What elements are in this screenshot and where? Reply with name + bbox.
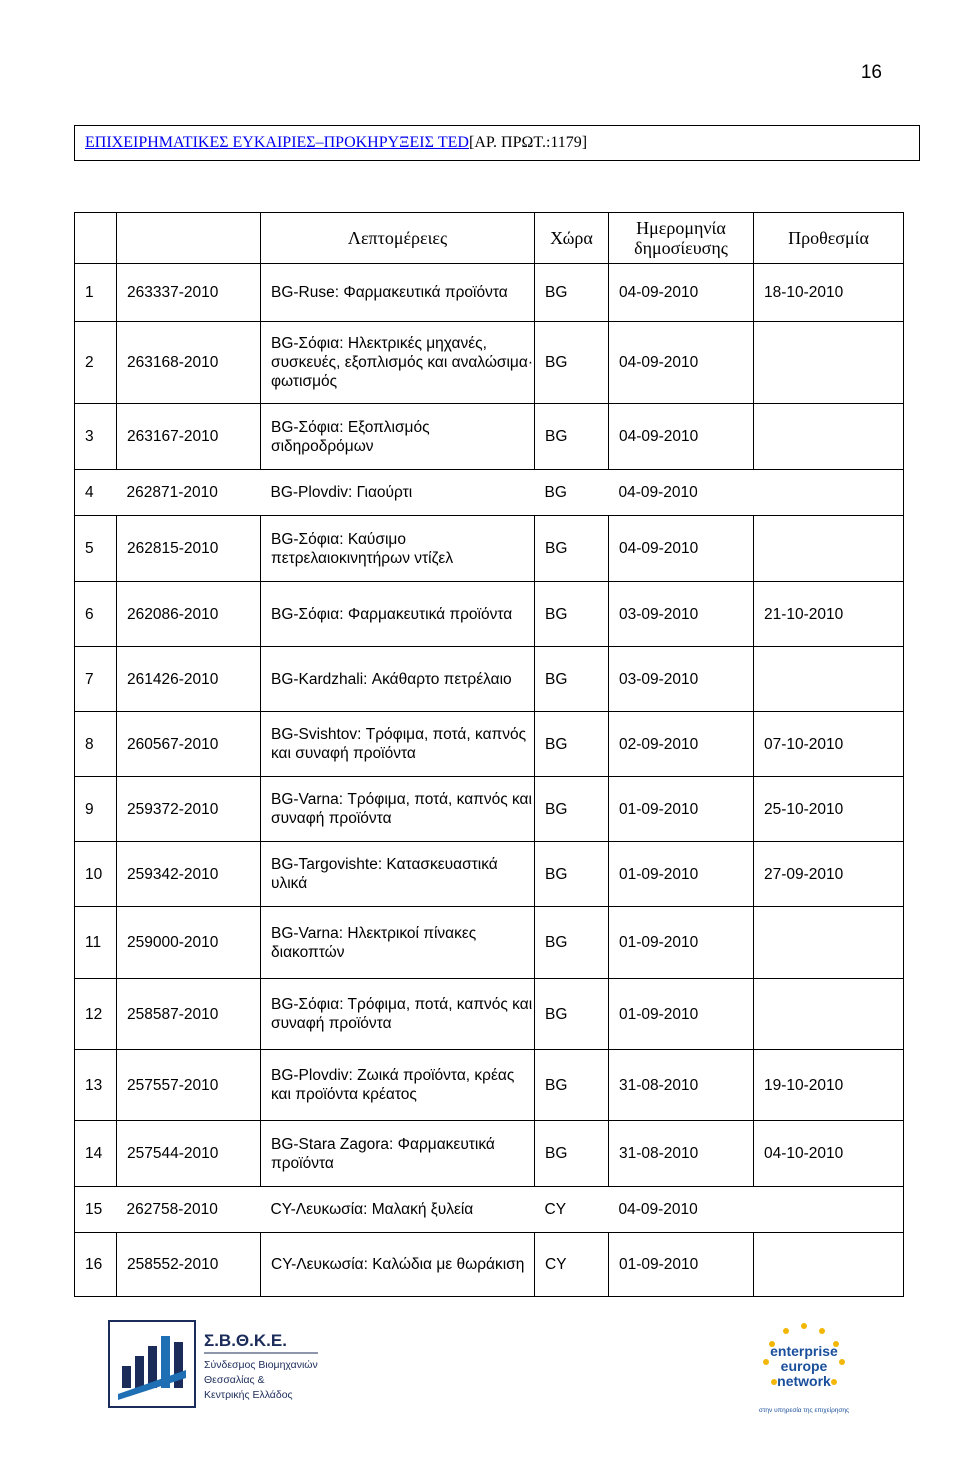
een-line2: europe: [780, 1358, 828, 1374]
row-deadline: [754, 1187, 904, 1233]
row-id: 259372-2010: [117, 777, 261, 842]
sbtke-line2: Θεσσαλίας &: [204, 1374, 265, 1386]
row-country: BG: [535, 777, 609, 842]
row-id: 261426-2010: [117, 647, 261, 712]
row-date: 31-08-2010: [609, 1050, 754, 1121]
row-desc: BG-Plovdiv: Ζωικά προϊόντα, κρέας και προϊόντα κρέατος: [261, 1050, 535, 1121]
row-id: 262086-2010: [117, 582, 261, 647]
row-desc: BG-Ruse: Φαρμακευτικά προϊόντα: [261, 264, 535, 322]
row-date: 31-08-2010: [609, 1121, 754, 1187]
table-row: [75, 322, 904, 404]
row-deadline: 18-10-2010: [754, 264, 904, 322]
row-id: 262758-2010: [117, 1187, 261, 1233]
table-row: [75, 1050, 904, 1121]
row-num: 2: [75, 322, 117, 404]
table-row: [75, 470, 904, 516]
table-row: [75, 842, 904, 907]
row-id: 258587-2010: [117, 979, 261, 1050]
header-details: Λεπτομέρειες: [261, 213, 535, 264]
row-id: 260567-2010: [117, 712, 261, 777]
tenders-table: [74, 212, 904, 1297]
row-date: 01-09-2010: [609, 842, 754, 907]
row-id: 257557-2010: [117, 1050, 261, 1121]
row-num: 7: [75, 647, 117, 712]
row-desc: BG-Varna: Τρόφιμα, ποτά, καπνός και συναφή προϊόντα: [261, 777, 535, 842]
row-desc: BG-Σόφια: Ηλεκτρικές μηχανές, συσκευές, εξοπλισμός και αναλώσιμα· φωτισμός: [261, 322, 535, 404]
row-date: 04-09-2010: [609, 264, 754, 322]
row-deadline: [754, 516, 904, 582]
table-row: [75, 647, 904, 712]
row-num: 10: [75, 842, 117, 907]
row-deadline: 07-10-2010: [754, 712, 904, 777]
row-deadline: 04-10-2010: [754, 1121, 904, 1187]
header-country: Χώρα: [535, 213, 609, 264]
row-desc: BG-Σόφια: Τρόφιμα, ποτά, καπνός και συναφή προϊόντα: [261, 979, 535, 1050]
row-desc: BG-Stara Zagora: Φαρμακευτικά προϊόντα: [261, 1121, 535, 1187]
row-date: 03-09-2010: [609, 582, 754, 647]
header-num: [75, 213, 117, 264]
row-country: BG: [535, 979, 609, 1050]
row-country: BG: [535, 712, 609, 777]
table-row: [75, 907, 904, 979]
row-deadline: 21-10-2010: [754, 582, 904, 647]
header-pub-date: Ημερομηνία δημοσίευσης: [609, 213, 754, 264]
row-id: 262871-2010: [117, 470, 261, 516]
sbtke-bar: [122, 1366, 131, 1388]
row-deadline: [754, 470, 904, 516]
row-num: 15: [75, 1187, 117, 1233]
sbtke-line1: Σύνδεσμος Βιομηχανιών: [204, 1359, 318, 1371]
row-country: CY: [535, 1233, 609, 1297]
een-line3: network: [777, 1373, 831, 1389]
sbtke-line3: Κεντρικής Ελλάδος: [204, 1389, 293, 1401]
row-country: BG: [535, 264, 609, 322]
row-country: BG: [535, 1050, 609, 1121]
row-date: 02-09-2010: [609, 712, 754, 777]
table-row: [75, 582, 904, 647]
row-date: 04-09-2010: [609, 1187, 754, 1233]
header-id: [117, 213, 261, 264]
row-country: BG: [535, 516, 609, 582]
table-row: [75, 1233, 904, 1297]
row-deadline: 25-10-2010: [754, 777, 904, 842]
row-deadline: [754, 1233, 904, 1297]
row-id: 262815-2010: [117, 516, 261, 582]
row-num: 4: [75, 470, 117, 516]
table-row: [75, 712, 904, 777]
row-date: 04-09-2010: [609, 404, 754, 470]
row-id: 259342-2010: [117, 842, 261, 907]
row-deadline: [754, 907, 904, 979]
row-date: 01-09-2010: [609, 1233, 754, 1297]
row-country: BG: [535, 842, 609, 907]
table-row: [75, 979, 904, 1050]
row-country: BG: [535, 322, 609, 404]
header-deadline: Προθεσμία: [754, 213, 904, 264]
row-num: 5: [75, 516, 117, 582]
row-id: 263337-2010: [117, 264, 261, 322]
row-desc: BG-Plovdiv: Γιαούρτι: [261, 470, 535, 516]
row-country: BG: [535, 1121, 609, 1187]
sbtke-logo: [108, 1320, 323, 1410]
row-num: 9: [75, 777, 117, 842]
row-num: 12: [75, 979, 117, 1050]
row-date: 04-09-2010: [609, 470, 754, 516]
page-number: 16: [860, 62, 882, 83]
row-num: 8: [75, 712, 117, 777]
row-country: BG: [535, 907, 609, 979]
sbtke-acronym: Σ.Β.Θ.Κ.Ε.: [204, 1331, 287, 1350]
row-desc: BG-Targovishte: Κατασκευαστικά υλικά: [261, 842, 535, 907]
row-id: 263167-2010: [117, 404, 261, 470]
row-country: BG: [535, 647, 609, 712]
title-reference: [ΑΡ. ΠΡΩΤ.:1179]: [468, 134, 588, 151]
table-row: [75, 1187, 904, 1233]
row-deadline: [754, 404, 904, 470]
row-date: 01-09-2010: [609, 907, 754, 979]
row-date: 04-09-2010: [609, 322, 754, 404]
row-deadline: [754, 647, 904, 712]
row-id: 258552-2010: [117, 1233, 261, 1297]
row-desc: BG-Svishtov: Τρόφιμα, ποτά, καπνός και συναφή προϊόντα: [261, 712, 535, 777]
row-date: 04-09-2010: [609, 516, 754, 582]
table-row: [75, 1121, 904, 1187]
row-id: 263168-2010: [117, 322, 261, 404]
row-id: 257544-2010: [117, 1121, 261, 1187]
table-row: [75, 264, 904, 322]
footer-logos: [0, 1310, 960, 1420]
row-country: BG: [535, 582, 609, 647]
row-country: CY: [535, 1187, 609, 1233]
row-deadline: 27-09-2010: [754, 842, 904, 907]
row-num: 3: [75, 404, 117, 470]
row-country: BG: [535, 470, 609, 516]
sbtke-bar: [135, 1356, 144, 1388]
row-num: 13: [75, 1050, 117, 1121]
row-desc: BG-Σόφια: Εξοπλισμός σιδηροδρόμων: [261, 404, 535, 470]
een-line1: enterprise: [770, 1343, 838, 1359]
table-row: [75, 404, 904, 470]
row-desc: BG-Kardzhali: Ακάθαρτο πετρέλαιο: [261, 647, 535, 712]
row-date: 01-09-2010: [609, 777, 754, 842]
table-row: [75, 777, 904, 842]
row-desc: CY-Λευκωσία: Μαλακή ξυλεία: [261, 1187, 535, 1233]
row-desc: BG-Varna: Ηλεκτρικοί πίνακες διακοπτών: [261, 907, 535, 979]
row-country: BG: [535, 404, 609, 470]
row-date: 03-09-2010: [609, 647, 754, 712]
row-num: 11: [75, 907, 117, 979]
row-deadline: [754, 322, 904, 404]
een-tagline: στην υπηρεσία της επιχείρησης: [758, 1407, 850, 1414]
title-link[interactable]: ΕΠΙΧΕΙΡΗΜΑΤΙΚΕΣ ΕΥΚΑΙΡΙΕΣ–ΠΡΟΚΗΡΥΞΕΙΣ TED: [85, 134, 469, 151]
row-id: 259000-2010: [117, 907, 261, 979]
row-num: 6: [75, 582, 117, 647]
row-desc: CY-Λευκωσία: Καλώδια με θωράκιση: [261, 1233, 535, 1297]
row-num: 16: [75, 1233, 117, 1297]
row-num: 14: [75, 1121, 117, 1187]
enterprise-europe-network-logo: [744, 1316, 864, 1416]
row-num: 1: [75, 264, 117, 322]
row-date: 01-09-2010: [609, 979, 754, 1050]
section-title: [74, 125, 920, 161]
row-deadline: 19-10-2010: [754, 1050, 904, 1121]
row-desc: BG-Σόφια: Φαρμακευτικά προϊόντα: [261, 582, 535, 647]
table-row: [75, 516, 904, 582]
row-desc: BG-Σόφια: Καύσιμο πετρελαιοκινητήρων ντίζελ: [261, 516, 535, 582]
header-row: [75, 213, 904, 264]
row-deadline: [754, 979, 904, 1050]
